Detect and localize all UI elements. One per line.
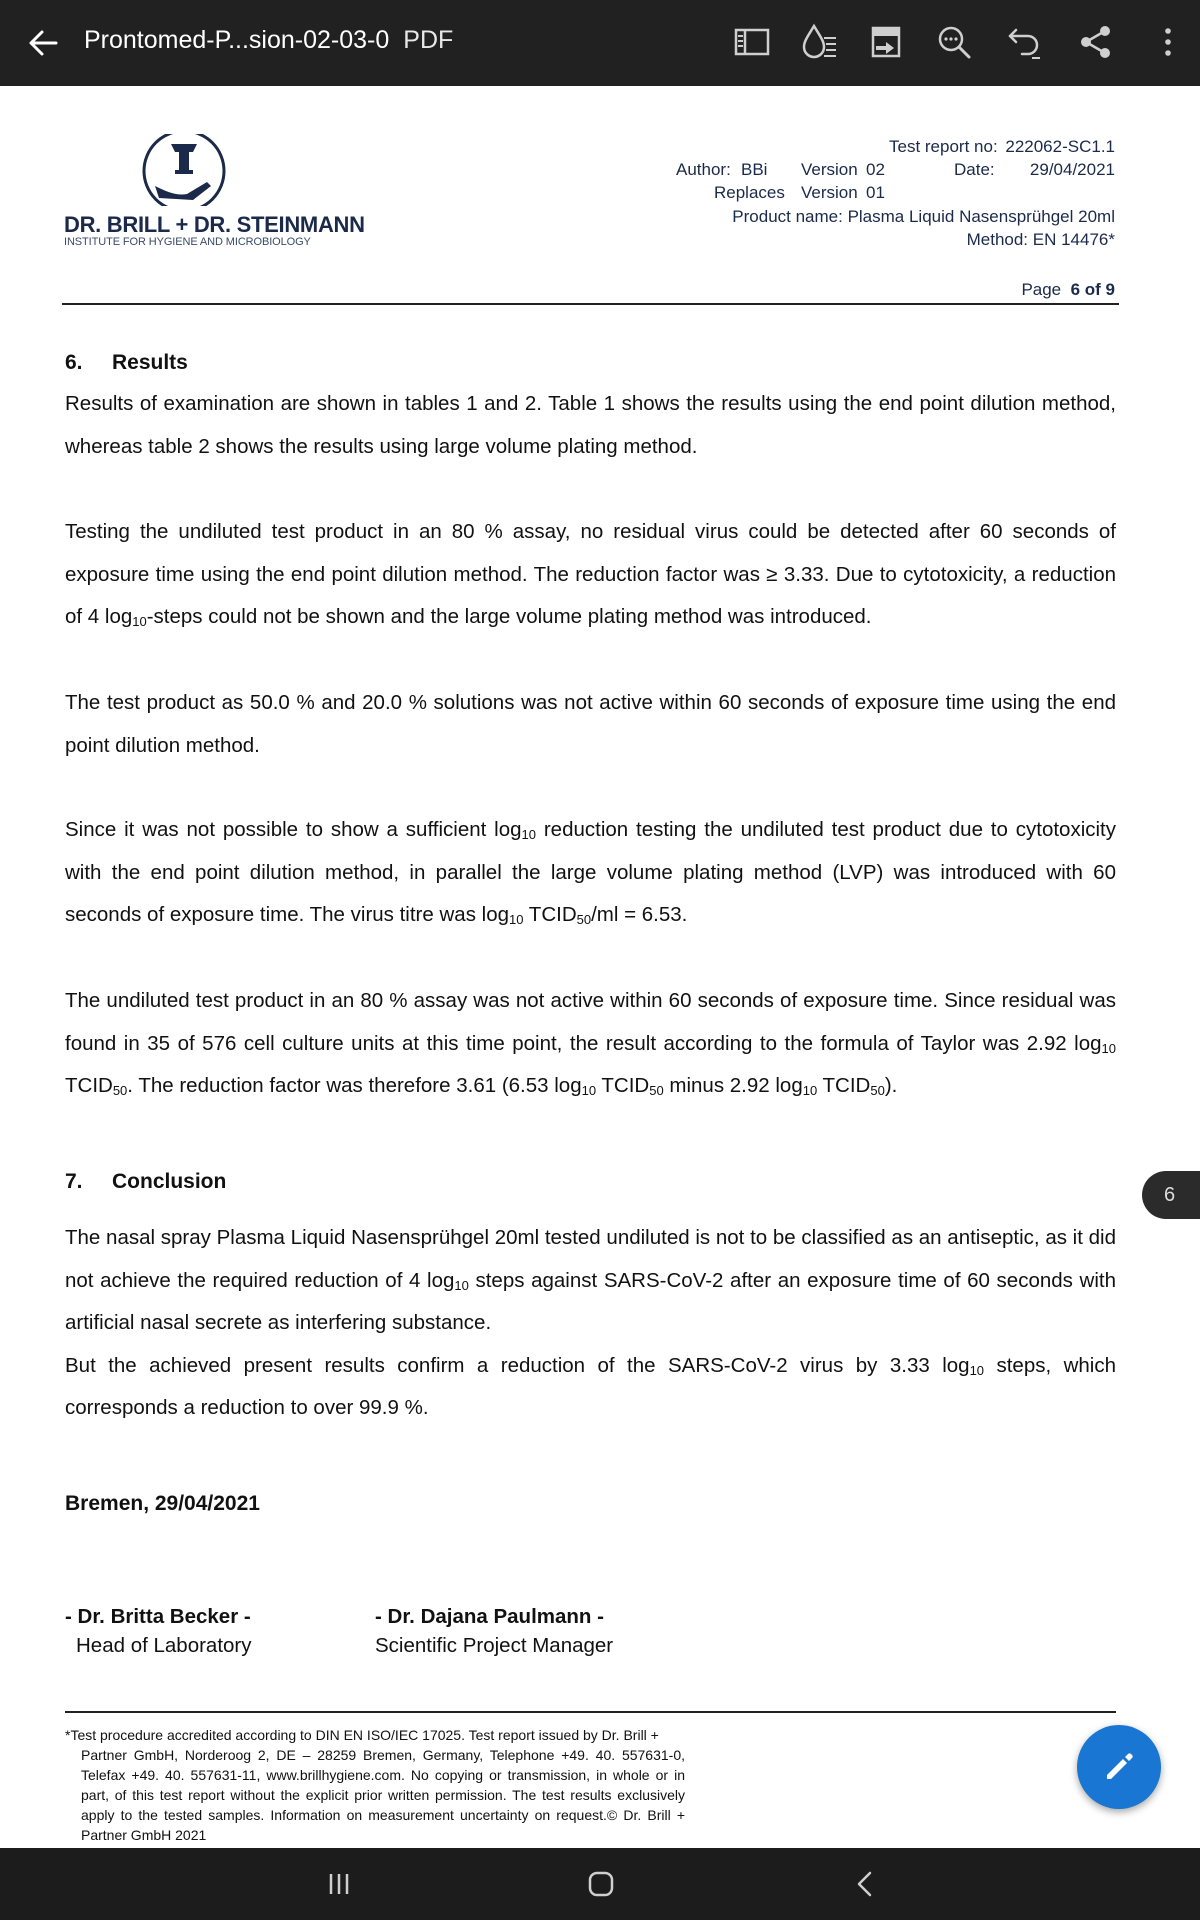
share-icon[interactable] bbox=[1074, 20, 1118, 64]
replaces-version-label: Version bbox=[801, 183, 858, 202]
document-title bbox=[84, 26, 453, 55]
file-name: Prontomed-P...sion-02-03-0 bbox=[84, 26, 390, 54]
results-title: Results bbox=[112, 351, 188, 374]
edit-pencil-icon bbox=[1101, 1749, 1137, 1785]
recent-apps-icon[interactable] bbox=[317, 1862, 361, 1906]
page-value: 6 of 9 bbox=[1070, 280, 1115, 299]
footer-divider bbox=[65, 1711, 1116, 1713]
results-paragraph-5: The undiluted test product in an 80 % assay was not active within 60 seconds of exposure time. Since residual was found in 35 of 576 cell culture units at this time point, the result according to the formula of Taylor was 2.92 $\log_{10}$ $TCID_{50}$. The reduction factor was therefore 3.61 (6.53 $\log_{10}$ $TCID_{50}$ minus 2.92 $\log_{10}$ $TCID_{50}$). bbox=[65, 989, 1116, 1098]
system-nav-bar bbox=[0, 1848, 1200, 1920]
product-name: Product name: Plasma Liquid Nasensprühgel 20ml bbox=[732, 207, 1115, 226]
results-heading bbox=[65, 351, 188, 375]
date-label: Date: bbox=[954, 160, 995, 179]
undo-icon[interactable] bbox=[1000, 20, 1044, 64]
version-label: Version bbox=[801, 160, 858, 179]
back-icon[interactable] bbox=[843, 1862, 887, 1906]
page-label: Page bbox=[1021, 280, 1062, 299]
author-label: Author: bbox=[676, 160, 731, 179]
logo-name: DR. BRILL + DR. STEINMANN bbox=[64, 212, 365, 237]
institute-logo bbox=[64, 134, 365, 252]
replaces-version-value: 01 bbox=[866, 183, 885, 202]
logo-subtitle: INSTITUTE FOR HYGIENE AND MICROBIOLOGY bbox=[64, 236, 311, 248]
conclusion-paragraph: The nasal spray Plasma Liquid Nasensprühgel 20ml tested undiluted is not to be classified as an antiseptic, as it did not achieve the required reduction of 4 $\log_{10}$ steps against SARS-CoV-2 after an exposure time of 60 seconds with artificial nasal secrete as interfering substance. But the achieved present results confirm a reduction of the SARS-CoV-2 virus by 3.33 $\log_{10}$ steps, which corresponds a reduction to over 99.9 %. bbox=[65, 1226, 1117, 1419]
top-app-bar bbox=[0, 0, 1200, 86]
organize-pages-icon[interactable] bbox=[864, 20, 908, 64]
file-format: PDF bbox=[403, 26, 454, 54]
conclusion-title: Conclusion bbox=[112, 1170, 227, 1193]
author-value: BBi bbox=[741, 160, 768, 179]
signatory-1-name: - Dr. Britta Becker - bbox=[65, 1605, 251, 1628]
test-report-label: Test report no: bbox=[889, 137, 998, 156]
edit-button[interactable] bbox=[1077, 1725, 1161, 1809]
conclusion-number: 7. bbox=[65, 1170, 83, 1193]
test-report-number: 222062-SC1.1 bbox=[1005, 137, 1115, 156]
signatory-1-role: Head of Laboratory bbox=[76, 1634, 252, 1657]
results-paragraph-1: Results of examination are shown in tables 1 and 2. Table 1 shows the results using the end point dilution method, whereas table 2 shows the results using large volume plating method. bbox=[65, 392, 1116, 458]
place-date: Bremen, 29/04/2021 bbox=[65, 1492, 260, 1515]
version-value: 02 bbox=[866, 160, 885, 179]
results-paragraph-2: Testing the undiluted test product in an 80 % assay, no residual virus could be detected after 60 seconds of exposure time using the end point dilution method. The reduction factor was ≥ 3.33. Due to cytotoxicity, a reduction of 4 $\log_{10}$-steps could not be shown and the large volume plating method was introduced. bbox=[65, 520, 1116, 629]
signatory-2-name: - Dr. Dajana Paulmann - bbox=[375, 1605, 604, 1628]
results-number: 6. bbox=[65, 351, 83, 374]
results-paragraph-3: The test product as 50.0 % and 20.0 % solutions was not active within 60 seconds of exposure time using the end point dilution method. bbox=[65, 691, 1116, 757]
back-arrow-icon[interactable] bbox=[22, 22, 64, 64]
more-vert-icon[interactable] bbox=[1146, 20, 1190, 64]
ink-drop-icon[interactable] bbox=[798, 20, 842, 64]
signatory-2-role: Scientific Project Manager bbox=[375, 1634, 614, 1657]
conclusion-heading bbox=[65, 1170, 226, 1194]
hand-chalice-icon bbox=[141, 134, 227, 210]
date-value: 29/04/2021 bbox=[1029, 160, 1115, 179]
header-divider bbox=[62, 303, 1119, 305]
search-icon[interactable] bbox=[932, 20, 976, 64]
results-paragraph-4: Since it was not possible to show a sufficient $\log_{10}$ reduction testing the undiluted test product due to cytotoxicity with the end point dilution method, in parallel the large volume plating method (LVP) was introduced with 60 seconds of exposure time. The virus titre was $\log_{10}$ $TCID_{50}/ml = 6.53$. bbox=[65, 818, 1116, 927]
accreditation-footnote bbox=[65, 1725, 685, 1845]
home-icon[interactable] bbox=[579, 1862, 623, 1906]
footnote-first-line: *Test procedure accredited according to DIN EN ISO/IEC 17025. Test report issued by Dr. Brill + bbox=[65, 1727, 659, 1743]
reading-mode-icon[interactable] bbox=[730, 20, 774, 64]
page-indicator[interactable]: 6 bbox=[1142, 1171, 1200, 1219]
page-number bbox=[1021, 280, 1115, 300]
footnote-body: Partner GmbH, Norderoog 2, DE – 28259 Bremen, Germany, Telephone +49. 40. 557631-0, Telefax +49. 40. 557631-11, www.brillhygiene.com. No copying or transmission, in whole or in part, of this test report without the explicit prior written permission. The test results exclusively apply to the tested samples. Information on measurement uncertainty on request.© Dr. Brill + Partner GmbH 2021 bbox=[81, 1747, 685, 1843]
replaces-label: Replaces bbox=[714, 183, 785, 202]
method: Method: EN 14476* bbox=[966, 230, 1115, 249]
